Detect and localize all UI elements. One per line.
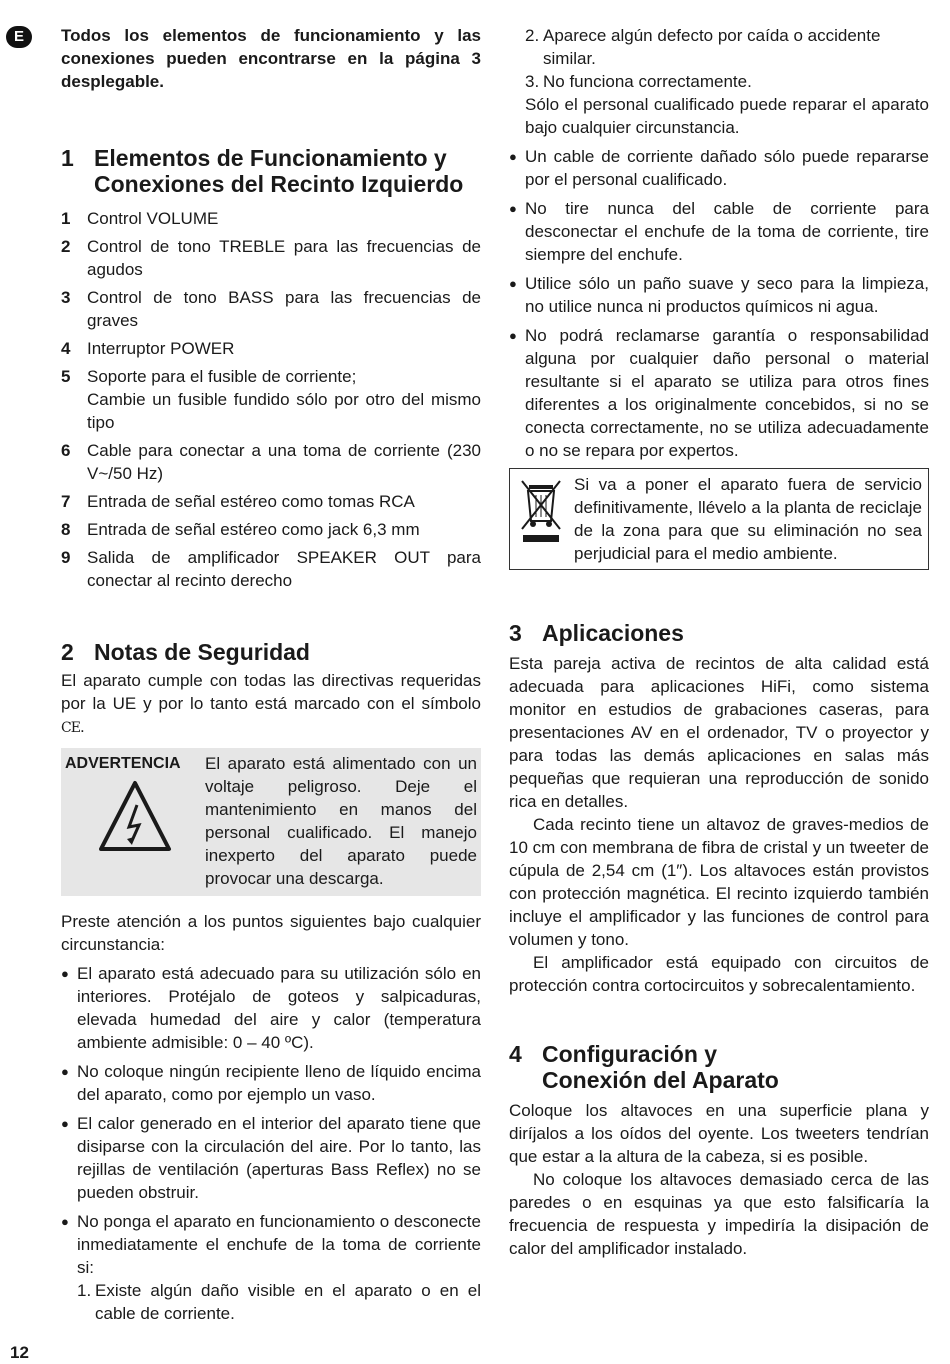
section3-heading (509, 620, 929, 646)
sub-item-text: Existe algún daño visible en el aparato o en el cable de corriente. (95, 1281, 481, 1323)
item-text-line1: Soporte para el fusible de corriente; (87, 367, 357, 386)
section1-heading (61, 145, 481, 197)
high-voltage-warning-icon (65, 775, 205, 855)
setup-paragraph-1: Coloque los altavoces en una superficie plana y diríjalos a los oídos del oyente. Los tweeters tendrían que estar a la altura de la cabeza, si es posible. (509, 1101, 929, 1166)
item-number: 2 (61, 237, 71, 256)
sub-item-text: Aparece algún defecto por caída o accidente similar. (543, 26, 881, 68)
list-item (61, 1060, 481, 1106)
attention-paragraph: Preste atención a los puntos siguientes bajo cualquier circunstancia: (61, 912, 481, 954)
sub-item-number: 2. (525, 26, 540, 45)
safety-list-continued (509, 145, 929, 462)
sub-item-text: No funciona correctamente. (543, 72, 752, 91)
item-text: Cable para conectar a una toma de corriente (230 V~/50 Hz) (87, 441, 481, 483)
list-item (509, 197, 929, 266)
item-text (87, 365, 481, 434)
section2-title: Notas de Seguridad (94, 639, 310, 665)
applications-paragraph-2: Cada recinto tiene un altavoz de graves-medios de 10 cm con membrana de fibra de cristal y un tweeter de cúpula de 2,54 cm (1″). Los altavoces están provistos con protección magnética. El recinto izquierdo también incluye el amplificador y las funciones de control para volumen y tono. (509, 815, 929, 949)
section4-title-line2: Conexión del Aparato (542, 1067, 779, 1093)
list-item (61, 546, 481, 592)
section1-number: 1 (61, 145, 74, 171)
bullet-icon: ● (61, 1116, 69, 1131)
sub-item (77, 1279, 481, 1325)
bullet-text: Utilice sólo un paño suave y seco para la limpieza, no utilice nunca ni productos químicos ni agua. (525, 274, 929, 316)
controls-list (61, 207, 481, 592)
item-text: Control de tono BASS para las frecuencias de graves (87, 288, 481, 330)
bullet-icon: ● (61, 1064, 69, 1079)
left-column (61, 24, 481, 1331)
section1-title (94, 145, 463, 197)
list-item (509, 272, 929, 318)
list-item (61, 207, 481, 230)
list-item (61, 439, 481, 485)
right-column (509, 24, 929, 1260)
item-text: Control de tono TREBLE para las frecuencias de agudos (87, 237, 481, 279)
sub-item-number: 3. (525, 72, 540, 91)
section4-title-line1: Configuración y (542, 1041, 718, 1067)
item-number: 5 (61, 367, 71, 386)
item-number: 9 (61, 548, 71, 567)
item-number: 3 (61, 288, 71, 307)
page-number: 12 (10, 1343, 29, 1362)
section2-number: 2 (61, 639, 74, 665)
bullet-text: El aparato está adecuado para su utilización sólo en interiores. Protéjalo de goteos y salpicaduras, elevada humedad del aire y calor (temperatura ambiente admisible: 0 – 40 ºC). (77, 964, 481, 1052)
section4-heading (509, 1041, 929, 1093)
disposal-box (509, 468, 929, 570)
list-item (61, 235, 481, 281)
bullet-text-main: No ponga el aparato en funcionamiento o desconecte inmediatamente el enchufe de la toma de corriente si: (77, 1212, 481, 1277)
section4-number: 4 (509, 1041, 522, 1067)
bullet-text: No podrá reclamarse garantía o responsabilidad alguna por cualquier daño personal o material resultante si el aparato se utiliza para otros fines diferentes a los originalmente concebidos, si no se conecta correctamente, no se utiliza adecuadamente o no se repara por expertos. (525, 326, 929, 460)
ce-text: El aparato cumple con todas las directivas requeridas por la UE y por lo tanto está marcado con el símbolo (61, 671, 481, 713)
item-number: 8 (61, 520, 71, 539)
item-number: 1 (61, 209, 71, 228)
section2-heading (61, 639, 481, 665)
sub-item-number: 1. (77, 1281, 92, 1300)
item-text: Salida de amplificador SPEAKER OUT para conectar al recinto derecho (87, 548, 481, 590)
list-item (61, 1112, 481, 1204)
crossed-out-wheelie-bin-icon (516, 473, 566, 553)
applications-paragraph-1: Esta pareja activa de recintos de alta calidad está adecuada para aplicaciones HiFi, como sistema monitor en estudios de grabaciones caseras, para presentaciones AV en el ordenador, TV o proyector y para todas las demás aplicaciones en salas más pequeñas que requieran una reproducción de sonido rica en detalles. (509, 654, 929, 811)
bullet-icon: ● (509, 328, 517, 343)
ce-mark-icon: CE (61, 720, 80, 736)
bullet-text (77, 1210, 481, 1325)
list-item (61, 490, 481, 513)
item-text: Entrada de señal estéreo como tomas RCA (87, 492, 415, 511)
list-item (61, 962, 481, 1054)
item-number: 7 (61, 492, 71, 511)
section3-number: 3 (509, 620, 522, 646)
bullet-icon: ● (509, 201, 517, 216)
section1-title-line1: Elementos de Funcionamiento y (94, 145, 447, 171)
warning-box (61, 748, 481, 896)
disposal-text: Si va a poner el aparato fuera de servicio definitivamente, llévelo a la planta de reciclaje de la zona para que su eliminación no sea perjudicial para el medio ambiente. (574, 475, 922, 563)
repair-note: Sólo el personal cualificado puede reparar el aparato bajo cualquier circunstancia. (525, 95, 929, 137)
bullet-icon: ● (61, 1214, 69, 1229)
bullet-text: Un cable de corriente dañado sólo puede repararse por el personal cualificado. (525, 147, 929, 189)
list-item (61, 365, 481, 434)
setup-paragraph-2: No coloque los altavoces demasiado cerca de las paredes o en esquinas ya que esto falsificaría la frecuencia de respuesta y impediría la disipación de calor del amplificador instalado. (509, 1170, 929, 1258)
list-item (61, 286, 481, 332)
applications-paragraph-3: El amplificador está equipado con circuitos de protección contra cortocircuitos y sobrecalentamiento. (509, 953, 929, 995)
list-item (509, 145, 929, 191)
warning-text: El aparato está alimentado con un voltaje peligroso. Deje el mantenimiento en manos del personal cualificado. El manejo inexperto del aparato puede provocar una descarga. (205, 754, 477, 888)
bullet-text: No coloque ningún recipiente lleno de líquido encima del aparato, como por ejemplo un vaso. (77, 1062, 481, 1104)
sub-item (525, 70, 929, 93)
list-item (61, 1210, 481, 1325)
ce-paragraph: El aparato cumple con todas las directivas requeridas por la UE y por lo tanto está marcado con el símbolo CE. (61, 671, 481, 736)
bullet-icon: ● (509, 276, 517, 291)
list-item (61, 518, 481, 541)
warning-label: ADVERTENCIA (65, 755, 181, 772)
safety-list (61, 962, 481, 1325)
bullet-text: El calor generado en el interior del aparato tiene que disiparse con la circulación del aire. Por lo tanto, las rejillas de ventilación (aperturas Bass Reflex) no se pueden obstruir. (77, 1114, 481, 1202)
section4-title (542, 1041, 779, 1093)
intro-text: Todos los elementos de funcionamiento y las conexiones pueden encontrarse en la página 3 desplegable. (61, 26, 481, 91)
bullet-icon: ● (61, 966, 69, 981)
item-number: 4 (61, 339, 71, 358)
section3-title: Aplicaciones (542, 620, 684, 646)
item-text: Control VOLUME (87, 209, 219, 228)
bullet-text: No tire nunca del cable de corriente para desconectar el enchufe de la toma de corriente, tire siempre del enchufe. (525, 199, 929, 264)
item-text: Interruptor POWER (87, 339, 235, 358)
list-item (509, 324, 929, 462)
item-text-line2: Cambie un fusible fundido sólo por otro del mismo tipo (87, 390, 481, 432)
item-text: Entrada de señal estéreo como jack 6,3 mm (87, 520, 420, 539)
sub-item (525, 24, 929, 70)
item-number: 6 (61, 441, 71, 460)
section1-title-line2: Conexiones del Recinto Izquierdo (94, 171, 464, 197)
bullet-icon: ● (509, 149, 517, 164)
list-item (61, 337, 481, 360)
language-badge: E (6, 26, 32, 48)
